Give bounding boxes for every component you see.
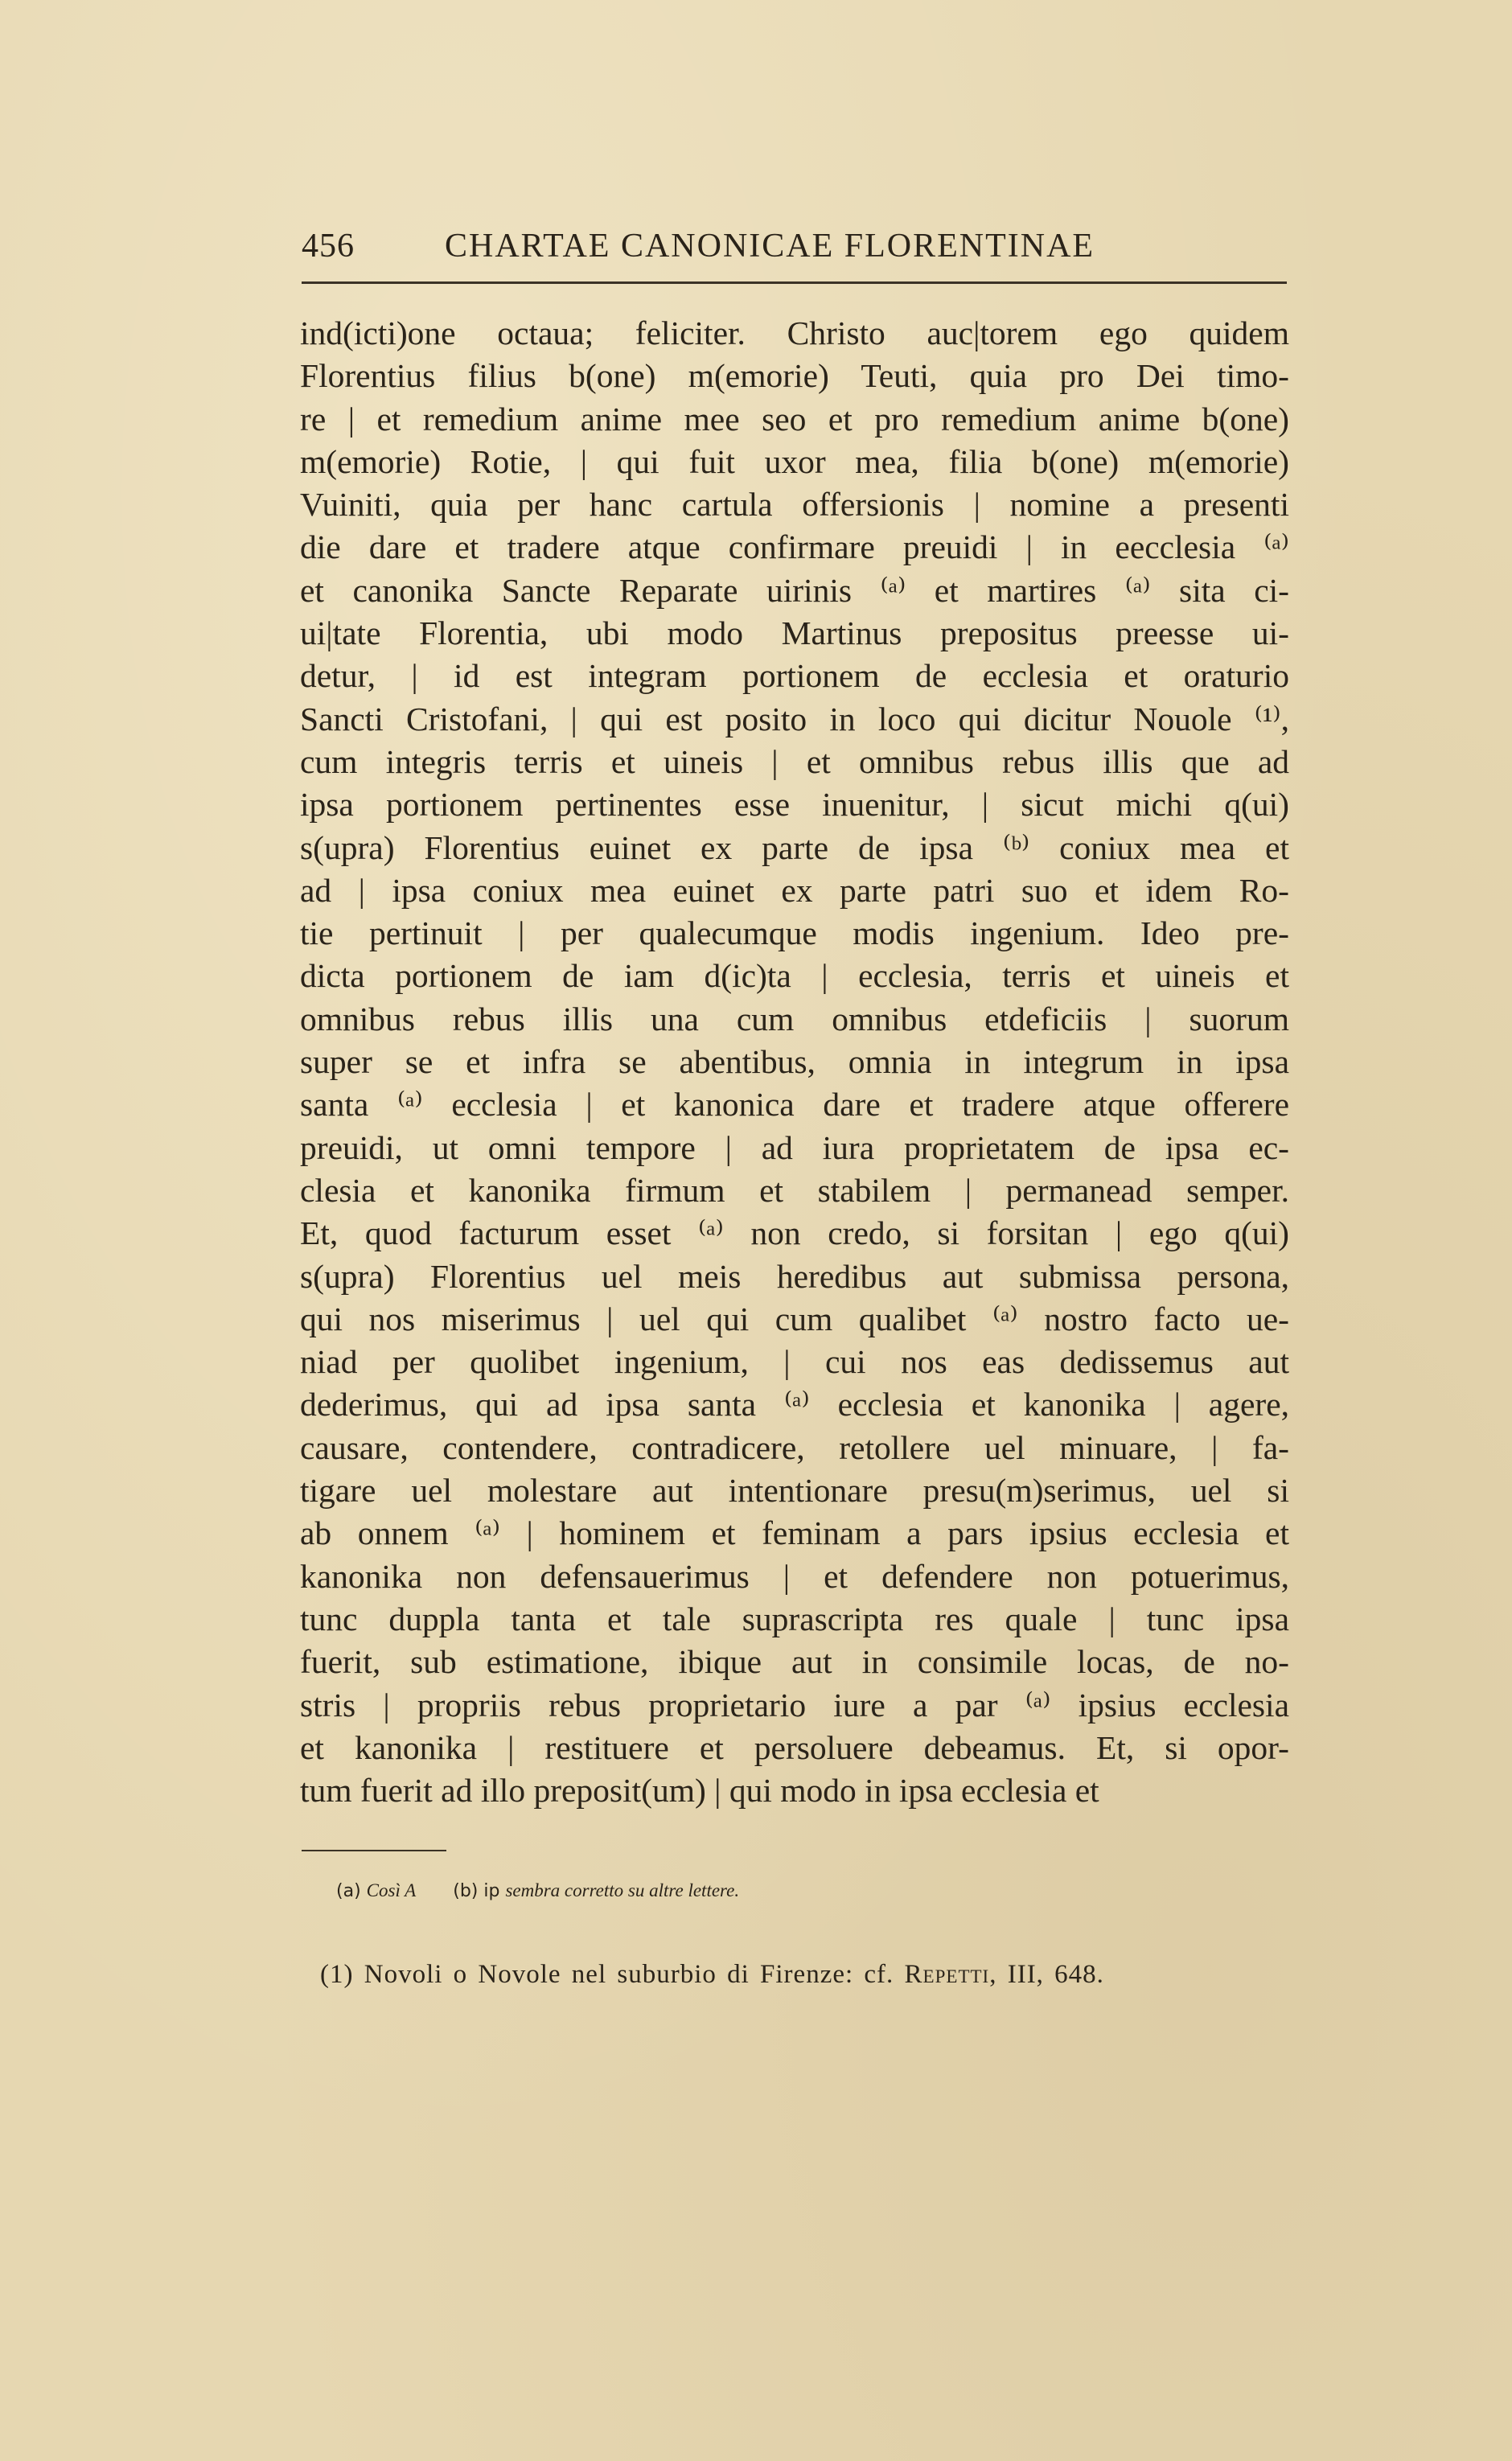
charter-text <box>300 312 1289 1812</box>
text-line: fuerit, sub estimatione, ibique aut in consimile locas, de no- <box>300 1643 1289 1681</box>
footnote-ref: , III, 648. <box>989 1960 1104 1989</box>
text-line: causare, contendere, contradicere, retollere uel minuare, | fa- <box>300 1428 1289 1466</box>
note-a-mark: (a) <box>336 1881 361 1901</box>
footnote-rule <box>302 1850 446 1851</box>
text-line: s(upra) Florentius uel meis heredibus aut submissa persona, <box>300 1257 1289 1295</box>
text-line: Vuiniti, quia per hanc cartula offersionis | nomine a presenti <box>300 486 1289 524</box>
text-line: detur, | id est integram portionem de ecclesia et oraturio <box>300 657 1289 695</box>
note-b-mark: (b) <box>453 1881 479 1901</box>
text-line: ind(icti)one octaua; feliciter. Christo auc|torem ego quidem <box>300 314 1289 351</box>
text-line: cum integris terris et uineis | et omnibus rebus illis que ad <box>300 742 1289 780</box>
text-line: omnibus rebus illis una cum omnibus etdeficiis | suorum <box>300 1000 1289 1037</box>
text-line: Sancti Cristofani, | qui est posito in loco qui dicitur Nouole ⁽¹⁾, <box>300 700 1289 737</box>
text-line: s(upra) Florentius euinet ex parte de ipsa ⁽ᵇ⁾ coniux mea et <box>300 828 1289 866</box>
text-line: niad per quolibet ingenium, | cui nos eas dedissemus aut <box>300 1343 1289 1381</box>
text-line: tie pertinuit | per qualecumque modis ingenium. Ideo pre- <box>300 914 1289 952</box>
page-number: 456 <box>302 228 355 265</box>
text-line: dicta portionem de iam d(ic)ta | ecclesia, terris et uineis et <box>300 957 1289 995</box>
text-line: re | et remedium anime mee seo et pro remedium anime b(one) <box>300 400 1289 438</box>
footnote-text: Novoli o Novole nel suburbio di Firenze: cf. <box>364 1960 894 1989</box>
footnote-author: Repetti <box>904 1960 990 1989</box>
text-line: ad | ipsa coniux mea euinet ex parte patri suo et idem Ro- <box>300 871 1289 909</box>
note-b-word: ip <box>483 1881 500 1901</box>
text-line: super se et infra se abentibus, omnia in integrum in ipsa <box>300 1043 1289 1081</box>
text-line: clesia et kanonika firmum et stabilem | permanead semper. <box>300 1171 1289 1209</box>
footnote <box>320 1960 1104 1990</box>
text-line: tunc duppla tanta et tale suprascripta res quale | tunc ipsa <box>300 1600 1289 1637</box>
text-line: kanonika non defensauerimus | et defendere non potuerimus, <box>300 1557 1289 1595</box>
running-title: CHARTAE CANONICAE FLORENTINAE <box>445 228 1095 265</box>
text-line: preuidi, ut omni tempore | ad iura proprietatem de ipsa ec- <box>300 1128 1289 1166</box>
text-line: dederimus, qui ad ipsa santa ⁽ᵃ⁾ ecclesia et kanonika | agere, <box>300 1386 1289 1424</box>
running-header <box>302 219 1287 275</box>
text-line: m(emorie) Rotie, | qui fuit uxor mea, filia b(one) m(emorie) <box>300 442 1289 480</box>
note-a-text: Così A <box>366 1880 417 1900</box>
text-line: ui|tate Florentia, ubi modo Martinus prepositus preesse ui- <box>300 614 1289 652</box>
text-line: santa ⁽ᵃ⁾ ecclesia | et kanonica dare et tradere atque offerere <box>300 1086 1289 1124</box>
header-rule <box>302 281 1287 284</box>
text-line: Et, quod facturum esset ⁽ᵃ⁾ non credo, si forsitan | ego q(ui) <box>300 1214 1289 1252</box>
text-line: stris | propriis rebus proprietario iure a par ⁽ᵃ⁾ ipsius ecclesia <box>300 1686 1289 1724</box>
text-line: et kanonika | restituere et persoluere debeamus. Et, si opor- <box>300 1728 1289 1766</box>
text-line: tum fuerit ad illo preposit(um) | qui modo in ipsa ecclesia et <box>300 1772 1099 1810</box>
text-line: qui nos miserimus | uel qui cum qualibet ⁽ᵃ⁾ nostro facto ue- <box>300 1300 1289 1337</box>
text-line: et canonika Sancte Reparate uirinis ⁽ᵃ⁾ et martires ⁽ᵃ⁾ sita ci- <box>300 571 1289 609</box>
text-line: ipsa portionem pertinentes esse inuenitur, | sicut michi q(ui) <box>300 786 1289 824</box>
text-line: ab onnem ⁽ᵃ⁾ | hominem et feminam a pars ipsius ecclesia et <box>300 1514 1289 1552</box>
text-line: die dare et tradere atque confirmare preuidi | in eecclesia ⁽ᵃ⁾ <box>300 528 1289 566</box>
text-line: Florentius filius b(one) m(emorie) Teuti, quia pro Dei timo- <box>300 357 1289 395</box>
footnote-mark: (1) <box>320 1960 354 1989</box>
text-line: tigare uel molestare aut intentionare presu(m)serimus, uel si <box>300 1472 1289 1510</box>
note-b-text: sembra corretto su altre lettere. <box>505 1880 740 1900</box>
critical-apparatus <box>336 1880 739 1901</box>
